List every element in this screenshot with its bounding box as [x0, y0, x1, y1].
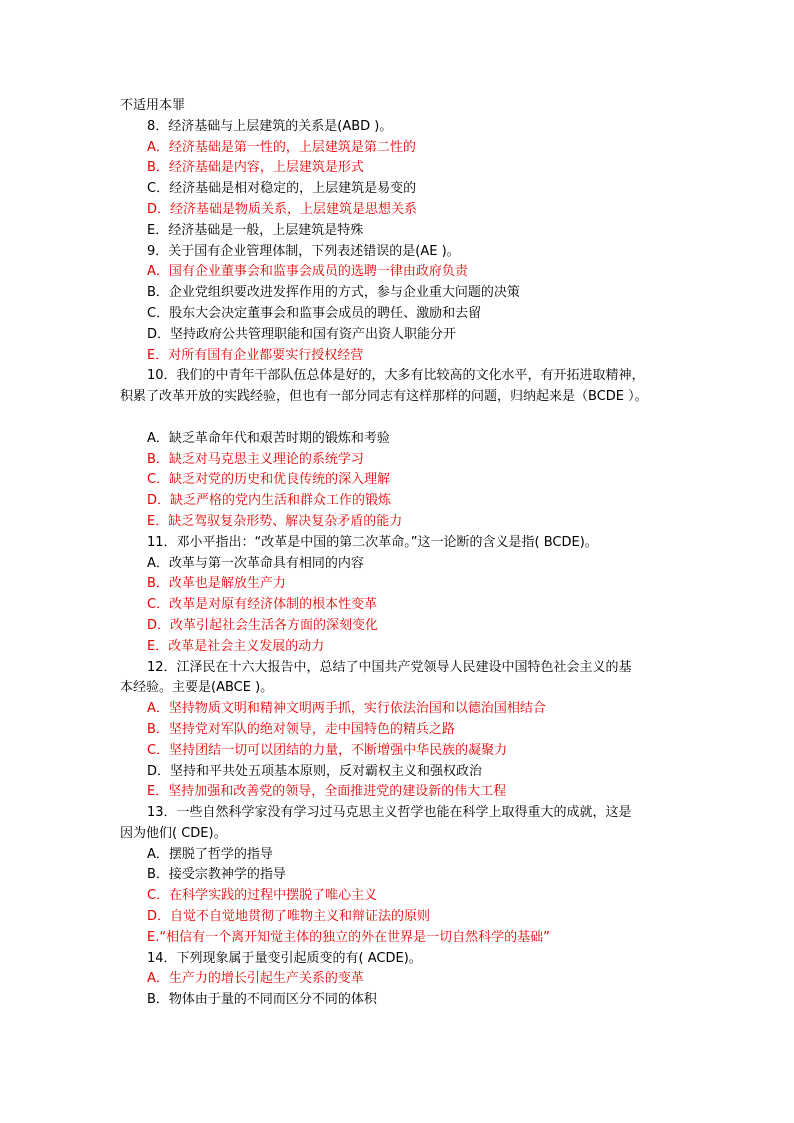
answer-option: D．坚持和平共处五项基本原则，反对霸权主义和强权政治	[147, 763, 483, 779]
answer-option: C．经济基础是相对稳定的，上层建筑是易变的	[147, 181, 417, 197]
document-body	[120, 96, 680, 1011]
answer-option-correct: B．改革也是解放生产力	[147, 576, 286, 592]
answer-option-correct: E．坚持加强和改善党的领导，全面推进党的建设新的伟大工程	[147, 784, 507, 800]
answer-option-correct: A．经济基础是第一性的，上层建筑是第二性的	[147, 139, 416, 155]
answer-option-correct: C．坚持团结一切可以团结的力量，不断增强中华民族的凝聚力	[147, 742, 508, 758]
answer-option-correct: B．经济基础是内容，上层建筑是形式	[147, 160, 364, 176]
answer-option: E．经济基础是一般，上层建筑是特殊	[147, 222, 364, 238]
question-text: 12．江泽民在十六大报告中，总结了中国共产党领导人民建设中国特色社会主义的基	[147, 659, 632, 675]
answer-option-correct: D．经济基础是物质关系，上层建筑是思想关系	[147, 201, 418, 217]
answer-option: A．缺乏革命年代和艰苦时期的锻炼和考验	[147, 430, 390, 446]
answer-option-correct: E．缺乏驾驭复杂形势、解决复杂矛盾的能力	[147, 513, 403, 529]
text-line: 积累了改革开放的实践经验，但也有一部分同志有这样那样的问题，归纳起来是（BCDE ）。	[120, 389, 648, 405]
answer-option: A．摆脱了哲学的指导	[147, 846, 273, 862]
answer-option-correct: D．改革引起社会生活各方面的深刻变化	[147, 617, 379, 633]
text-line: 本经验。主要是(ABCE )。	[120, 680, 274, 696]
answer-option: B．接受宗教神学的指导	[147, 867, 286, 883]
blank-line	[120, 408, 680, 429]
question-text: 14．下列现象属于量变引起质变的有( ACDE)。	[147, 950, 422, 966]
answer-option: B．物体由于量的不同而区分不同的体积	[147, 992, 377, 1008]
question-text: 13．一些自然科学家没有学习过马克思主义哲学也能在科学上取得重大的成就，这是	[147, 805, 632, 821]
answer-option-correct: D．缺乏严格的党内生活和群众工作的锻炼	[147, 493, 392, 509]
answer-option-correct: B．缺乏对马克思主义理论的系统学习	[147, 451, 364, 467]
answer-option-correct: B．坚持党对军队的绝对领导，走中国特色的精兵之路	[147, 721, 455, 737]
answer-option-correct: E.“相信有一个离开知觉主体的独立的外在世界是一切自然科学的基础”	[147, 929, 550, 945]
text-line: 不适用本罪	[120, 98, 186, 113]
answer-option-correct: A．国有企业董事会和监事会成员的选聘一律由政府负责	[147, 264, 468, 280]
answer-option-correct: C．在科学实践的过程中摆脱了唯心主义	[147, 888, 378, 904]
answer-option: C．股东大会决定董事会和监事会成员的聘任、激励和去留	[147, 305, 482, 321]
answer-option-correct: A．生产力的增长引起生产关系的变革	[147, 971, 364, 987]
answer-option-correct: D．自觉不自觉地贯彻了唯物主义和辩证法的原则	[147, 909, 431, 925]
question-text: 11．邓小平指出：“改革是中国的第二次革命。”这一论断的含义是指( BCDE)。	[147, 534, 598, 550]
answer-option-correct: E．改革是社会主义发展的动力	[147, 638, 325, 654]
answer-option: A．改革与第一次革命具有相同的内容	[147, 555, 364, 571]
text-line: 因为他们( CDE)。	[120, 825, 227, 841]
answer-option-correct: E．对所有国有企业都要实行授权经营	[147, 347, 364, 363]
answer-option: B．企业党组织要改进发挥作用的方式，参与企业重大问题的决策	[147, 285, 520, 301]
answer-option-correct: A．坚持物质文明和精神文明两手抓，实行依法治国和以德治国相结合	[147, 701, 546, 717]
question-text: 9．关于国有企业管理体制，下列表述错误的是(AE )。	[147, 243, 460, 259]
answer-option-correct: C．改革是对原有经济体制的根本性变革	[147, 597, 378, 613]
answer-option: D．坚持政府公共管理职能和国有资产出资人职能分开	[147, 326, 457, 342]
question-text: 10．我们的中青年干部队伍总体是好的，大多有比较高的文化水平，有开拓进取精神，	[147, 368, 645, 384]
answer-option-correct: C．缺乏对党的历史和优良传统的深入理解	[147, 472, 391, 488]
question-text: 8．经济基础与上层建筑的关系是(ABD )。	[147, 118, 393, 134]
